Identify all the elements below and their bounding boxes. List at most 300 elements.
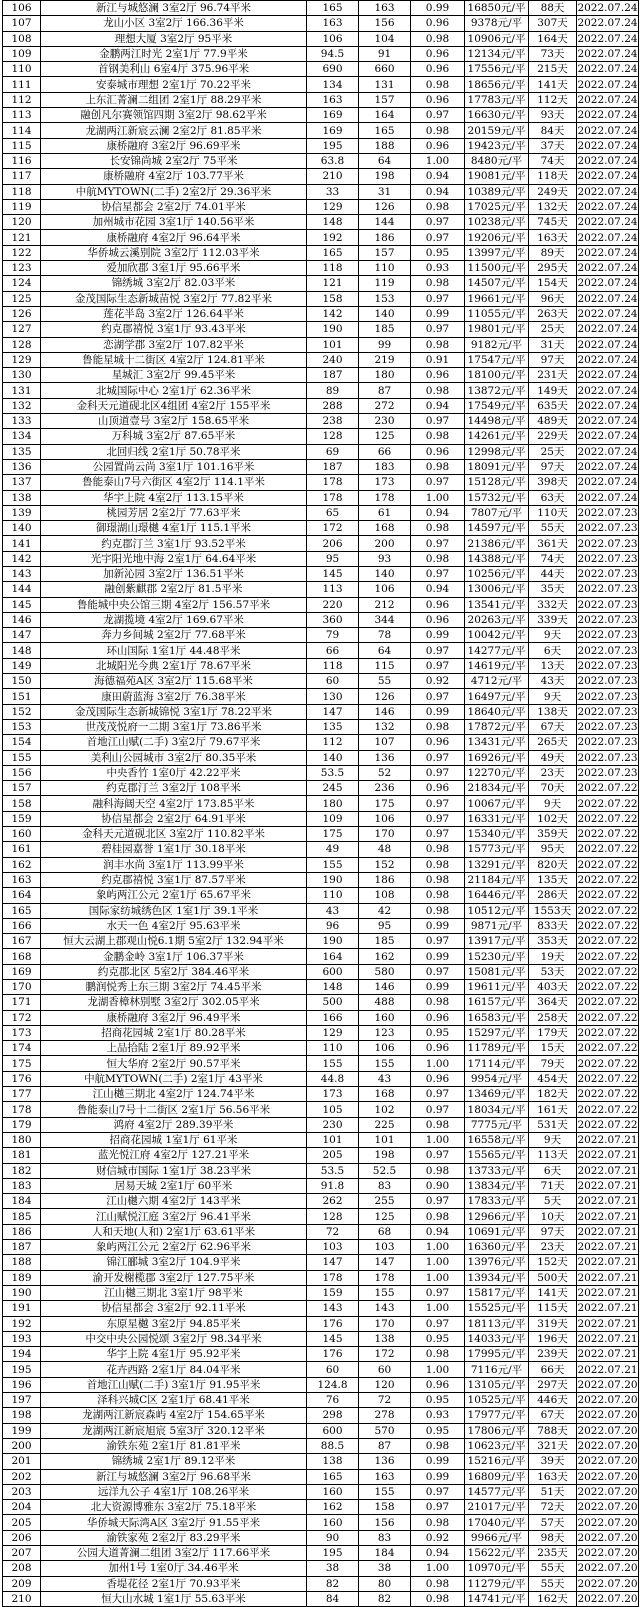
cell-listing-name: 江山樾三期北 3室1厅 98平米 <box>41 1285 307 1300</box>
cell-price-ratio: 0.99 <box>411 980 465 995</box>
table-row <box>3 46 639 61</box>
table-row <box>3 1500 639 1515</box>
cell-unit-price: 17114元/平 <box>465 1056 529 1071</box>
cell-price-ratio: 0.98 <box>411 551 465 566</box>
cell-list-price: 176 <box>307 1347 359 1362</box>
cell-row-index: 196 <box>3 1377 41 1392</box>
cell-deal-date: 2022.07.22 <box>577 1011 638 1024</box>
table-row <box>3 276 639 291</box>
cell-deal-price: 115 <box>359 658 411 673</box>
cell-deal-date: 2022.07.24 <box>577 246 638 259</box>
cell-price-ratio: 0.98 <box>411 1117 465 1132</box>
cell-days-on-market: 84天 <box>529 123 577 138</box>
cell-listing-name: 龙湖两江新宸森屿 4室2厅 154.65平米 <box>41 1408 307 1423</box>
cell-days-on-market: 35天 <box>529 582 577 597</box>
cell-row-index: 114 <box>3 123 41 138</box>
cell-days-on-market: 265天 <box>529 735 577 750</box>
cell-row-index: 148 <box>3 643 41 658</box>
cell-deal-price: 78 <box>359 628 411 643</box>
cell-row-index: 199 <box>3 1423 41 1438</box>
cell-row-index: 131 <box>3 383 41 398</box>
cell-deal-date: 2022.07.22 <box>577 1072 638 1085</box>
cell-unit-price: 7807元/平 <box>465 505 529 520</box>
cell-deal-date: 2022.07.22 <box>577 858 638 871</box>
cell-price-ratio: 0.97 <box>411 108 465 123</box>
cell-listing-name: 恒大华府 2室2厅 90.57平米 <box>41 1056 307 1071</box>
cell-price-ratio: 0.97 <box>411 1484 465 1499</box>
cell-row-index: 193 <box>3 1331 41 1346</box>
cell-listing-name: 上品拾陆 2室1厅 89.92平米 <box>41 1041 307 1056</box>
cell-deal-price: 101 <box>359 1132 411 1147</box>
table-row <box>3 1163 639 1178</box>
cell-listing-name: 约克郡汀兰 3室1厅 93.52平米 <box>41 536 307 551</box>
cell-days-on-market: 112天 <box>529 92 577 107</box>
cell-price-ratio: 0.92 <box>411 1530 465 1545</box>
cell-list-price: 143 <box>307 1301 359 1316</box>
cell-unit-price: 17872元/平 <box>465 719 529 734</box>
cell-price-ratio: 0.95 <box>411 1331 465 1346</box>
cell-row-index: 187 <box>3 1240 41 1255</box>
cell-unit-price: 9378元/平 <box>465 16 529 31</box>
cell-row-index: 109 <box>3 46 41 61</box>
cell-row-index: 192 <box>3 1316 41 1331</box>
cell-days-on-market: 215天 <box>529 62 577 77</box>
cell-row-index: 140 <box>3 521 41 536</box>
cell-deal-date: 2022.07.21 <box>577 1210 638 1223</box>
cell-days-on-market: 6天 <box>529 1163 577 1178</box>
cell-price-ratio: 0.96 <box>411 612 465 627</box>
cell-row-index: 152 <box>3 704 41 719</box>
table-row <box>3 92 639 107</box>
cell-days-on-market: 182天 <box>529 1087 577 1102</box>
cell-price-ratio: 0.98 <box>411 1515 465 1530</box>
cell-days-on-market: 297天 <box>529 1377 577 1392</box>
cell-unit-price: 17025元/平 <box>465 199 529 214</box>
cell-days-on-market: 745天 <box>529 215 577 230</box>
cell-days-on-market: 263天 <box>529 306 577 321</box>
cell-list-price: 180 <box>307 796 359 811</box>
cell-deal-price: 93 <box>359 551 411 566</box>
cell-list-price: 44.8 <box>307 1071 359 1086</box>
cell-days-on-market: 286天 <box>529 888 577 903</box>
table-row <box>3 1438 639 1453</box>
cell-listing-name: 加新沁园 3室2厅 136.51平米 <box>41 566 307 581</box>
cell-list-price: 130 <box>307 689 359 704</box>
cell-price-ratio: 0.97 <box>411 796 465 811</box>
cell-price-ratio: 0.98 <box>411 199 465 214</box>
cell-unit-price: 11500元/平 <box>465 261 529 276</box>
table-row <box>3 1102 639 1117</box>
cell-price-ratio: 0.97 <box>411 1316 465 1331</box>
table-row <box>3 429 639 444</box>
cell-days-on-market: 15天 <box>529 1041 577 1056</box>
table-row <box>3 1591 639 1606</box>
cell-deal-price: 184 <box>359 1545 411 1560</box>
cell-row-index: 179 <box>3 1117 41 1132</box>
cell-list-price: 118 <box>307 658 359 673</box>
cell-row-index: 139 <box>3 505 41 520</box>
cell-price-ratio: 0.98 <box>411 872 465 887</box>
cell-listing-name: 华侨城云溪别院 3室2厅 112.03平米 <box>41 245 307 260</box>
cell-listing-name: 江山赋悦江庭 3室2厅 96.41平米 <box>41 1209 307 1224</box>
cell-unit-price: 11055元/平 <box>465 306 529 321</box>
cell-deal-price: 91 <box>359 46 411 61</box>
cell-row-index: 161 <box>3 842 41 857</box>
cell-row-index: 136 <box>3 459 41 474</box>
cell-list-price: 110 <box>307 1041 359 1056</box>
cell-listing-name: 莲花半岛 3室2厅 126.64平米 <box>41 306 307 321</box>
cell-deal-price: 83 <box>359 1178 411 1193</box>
cell-listing-name: 碧桂园嘉誉 1室1厅 30.18平米 <box>41 842 307 857</box>
cell-deal-price: 178 <box>359 1270 411 1285</box>
cell-deal-date: 2022.07.22 <box>577 797 638 810</box>
cell-price-ratio: 0.96 <box>411 92 465 107</box>
cell-unit-price: 12270元/平 <box>465 765 529 780</box>
cell-unit-price: 17977元/平 <box>465 1408 529 1423</box>
cell-unit-price: 9954元/平 <box>465 1071 529 1086</box>
table-row <box>3 1178 639 1193</box>
cell-deal-date: 2022.07.21 <box>577 1332 638 1345</box>
cell-deal-date: 2022.07.23 <box>577 614 638 627</box>
cell-row-index: 166 <box>3 918 41 933</box>
cell-days-on-market: 163天 <box>529 1469 577 1484</box>
cell-list-price: 91.8 <box>307 1178 359 1193</box>
cell-list-price: 238 <box>307 414 359 429</box>
cell-days-on-market: 96天 <box>529 291 577 306</box>
cell-deal-date: 2022.07.21 <box>577 1195 638 1208</box>
table-row <box>3 1576 639 1591</box>
cell-price-ratio: 0.97 <box>411 1148 465 1163</box>
table-row <box>3 1561 639 1576</box>
cell-price-ratio: 0.97 <box>411 811 465 826</box>
cell-list-price: 169 <box>307 123 359 138</box>
cell-price-ratio: 0.94 <box>411 582 465 597</box>
cell-deal-price: 198 <box>359 169 411 184</box>
cell-list-price: 245 <box>307 781 359 796</box>
table-row <box>3 1025 639 1040</box>
cell-price-ratio: 0.93 <box>411 261 465 276</box>
cell-list-price: 106 <box>307 31 359 46</box>
cell-price-ratio: 0.96 <box>411 16 465 31</box>
cell-listing-name: 约克郡北区 5室2厅 384.46平米 <box>41 964 307 979</box>
cell-row-index: 173 <box>3 1025 41 1040</box>
table-row <box>3 658 639 673</box>
cell-days-on-market: 489天 <box>529 414 577 429</box>
cell-list-price: 96 <box>307 918 359 933</box>
cell-row-index: 183 <box>3 1178 41 1193</box>
table-row <box>3 1285 639 1300</box>
cell-deal-price: 158 <box>359 1500 411 1515</box>
cell-listing-name: 万科城 3室2厅 87.65平米 <box>41 429 307 444</box>
cell-price-ratio: 0.98 <box>411 719 465 734</box>
cell-listing-name: 龙湖香樟林别墅 3室2厅 302.05平米 <box>41 995 307 1010</box>
cell-listing-name: 象屿两江公元 2室1厅 65.67平米 <box>41 888 307 903</box>
cell-deal-price: 185 <box>359 934 411 949</box>
cell-deal-date: 2022.07.21 <box>577 1149 638 1162</box>
cell-listing-name: 北回归线 2室1厅 50.78平米 <box>41 444 307 459</box>
cell-days-on-market: 10天 <box>529 1209 577 1224</box>
cell-deal-date: 2022.07.22 <box>577 935 638 948</box>
table-row <box>3 674 639 689</box>
cell-deal-price: 272 <box>359 398 411 413</box>
cell-list-price: 109 <box>307 811 359 826</box>
cell-price-ratio: 0.98 <box>411 337 465 352</box>
cell-row-index: 117 <box>3 169 41 184</box>
cell-list-price: 121 <box>307 276 359 291</box>
cell-unit-price: 18656元/平 <box>465 77 529 92</box>
cell-unit-price: 15081元/平 <box>465 964 529 979</box>
table-row <box>3 16 639 31</box>
cell-unit-price: 13431元/平 <box>465 735 529 750</box>
cell-row-index: 112 <box>3 92 41 107</box>
cell-row-index: 204 <box>3 1500 41 1515</box>
cell-deal-price: 163 <box>359 1 411 16</box>
cell-days-on-market: 398天 <box>529 475 577 490</box>
cell-price-ratio: 0.97 <box>411 765 465 780</box>
cell-unit-price: 13917元/平 <box>465 934 529 949</box>
cell-deal-price: 660 <box>359 62 411 77</box>
cell-price-ratio: 1.00 <box>411 1255 465 1270</box>
cell-unit-price: 19423元/平 <box>465 138 529 153</box>
cell-deal-price: 126 <box>359 199 411 214</box>
cell-listing-name: 新江与城悠澜 3室2厅 96.68平米 <box>41 1469 307 1484</box>
cell-listing-name: 华宇上院 4室2厅 113.15平米 <box>41 490 307 505</box>
cell-listing-name: 康桥融府 4室2厅 96.64平米 <box>41 230 307 245</box>
cell-listing-name: 鲁能泰山7号十二街区 2室1厅 56.56平米 <box>41 1102 307 1117</box>
cell-listing-name: 金科天元道砚北区4组团 4室2厅 155平米 <box>41 398 307 413</box>
cell-row-index: 130 <box>3 368 41 383</box>
cell-days-on-market: 71天 <box>529 1178 577 1193</box>
table-row <box>3 1515 639 1530</box>
cell-listing-name: 金茂国际生态新城锦悦 3室1厅 78.22平米 <box>41 704 307 719</box>
cell-row-index: 182 <box>3 1163 41 1178</box>
cell-unit-price: 16446元/平 <box>465 888 529 903</box>
cell-listing-name: 鲁能泰山7号六街区 4室2厅 114.1平米 <box>41 475 307 490</box>
cell-list-price: 147 <box>307 1255 359 1270</box>
cell-row-index: 146 <box>3 612 41 627</box>
cell-days-on-market: 115天 <box>529 1301 577 1316</box>
cell-listing-name: 星城汇 3室2厅 99.45平米 <box>41 368 307 383</box>
cell-list-price: 500 <box>307 995 359 1010</box>
cell-row-index: 159 <box>3 811 41 826</box>
cell-deal-price: 212 <box>359 597 411 612</box>
cell-list-price: 94.5 <box>307 46 359 61</box>
cell-listing-name: 润丰水尚 3室1厅 113.99平米 <box>41 857 307 872</box>
cell-deal-date: 2022.07.21 <box>577 1256 638 1269</box>
table-row <box>3 689 639 704</box>
cell-deal-date: 2022.07.22 <box>577 981 638 994</box>
table-row <box>3 1301 639 1316</box>
cell-price-ratio: 0.94 <box>411 1545 465 1560</box>
cell-days-on-market: 74天 <box>529 551 577 566</box>
cell-price-ratio: 0.96 <box>411 735 465 750</box>
cell-days-on-market: 23天 <box>529 1240 577 1255</box>
cell-deal-date: 2022.07.22 <box>577 919 638 932</box>
cell-deal-price: 168 <box>359 1087 411 1102</box>
cell-deal-date: 2022.07.24 <box>577 231 638 244</box>
table-row <box>3 1240 639 1255</box>
cell-price-ratio: 0.96 <box>411 1041 465 1056</box>
cell-list-price: 190 <box>307 934 359 949</box>
cell-days-on-market: 149天 <box>529 383 577 398</box>
cell-deal-price: 143 <box>359 1301 411 1316</box>
table-row <box>3 505 639 520</box>
cell-deal-date: 2022.07.22 <box>577 828 638 841</box>
cell-row-index: 111 <box>3 77 41 92</box>
table-row <box>3 169 639 184</box>
cell-unit-price: 16809元/平 <box>465 1469 529 1484</box>
cell-list-price: 140 <box>307 750 359 765</box>
cell-unit-price: 17833元/平 <box>465 1194 529 1209</box>
cell-deal-date: 2022.07.24 <box>577 415 638 428</box>
cell-listing-name: 光宇阳光地中海 2室1厅 64.64平米 <box>41 551 307 566</box>
cell-deal-price: 152 <box>359 857 411 872</box>
cell-deal-date: 2022.07.22 <box>577 782 638 795</box>
cell-listing-name: 渝开发榭榄郡 3室2厅 127.75平米 <box>41 1270 307 1285</box>
cell-unit-price: 15340元/平 <box>465 827 529 842</box>
cell-list-price: 187 <box>307 459 359 474</box>
cell-days-on-market: 231天 <box>529 368 577 383</box>
cell-unit-price: 16157元/平 <box>465 995 529 1010</box>
cell-deal-date: 2022.07.24 <box>577 139 638 152</box>
cell-list-price: 163 <box>307 16 359 31</box>
cell-row-index: 106 <box>3 1 41 16</box>
cell-unit-price: 20263元/平 <box>465 612 529 627</box>
table-row <box>3 1010 639 1025</box>
cell-deal-date: 2022.07.20 <box>577 1501 638 1514</box>
cell-unit-price: 13997元/平 <box>465 245 529 260</box>
cell-days-on-market: 339天 <box>529 612 577 627</box>
table-body <box>3 1 639 1607</box>
cell-list-price: 164 <box>307 949 359 964</box>
cell-listing-name: 国际家纺城绣色区 1室1厅 39.1平米 <box>41 903 307 918</box>
cell-price-ratio: 0.99 <box>411 306 465 321</box>
cell-deal-price: 95 <box>359 918 411 933</box>
cell-row-index: 125 <box>3 291 41 306</box>
cell-days-on-market: 9天 <box>529 628 577 643</box>
cell-unit-price: 10067元/平 <box>465 796 529 811</box>
listing-table <box>2 0 639 1607</box>
cell-row-index: 201 <box>3 1454 41 1469</box>
cell-deal-price: 186 <box>359 230 411 245</box>
cell-price-ratio: 0.97 <box>411 1087 465 1102</box>
cell-deal-price: 488 <box>359 995 411 1010</box>
table-row <box>3 1117 639 1132</box>
table-row <box>3 153 639 168</box>
cell-deal-date: 2022.07.20 <box>577 1485 638 1498</box>
cell-listing-name: 海德福苑A区 3室2厅 115.68平米 <box>41 674 307 689</box>
table-row <box>3 750 639 765</box>
cell-deal-price: 175 <box>359 796 411 811</box>
cell-price-ratio: 1.00 <box>411 1132 465 1147</box>
cell-deal-price: 198 <box>359 1148 411 1163</box>
cell-row-index: 129 <box>3 352 41 367</box>
table-row <box>3 459 639 474</box>
cell-deal-price: 170 <box>359 1316 411 1331</box>
cell-unit-price: 13006元/平 <box>465 582 529 597</box>
cell-price-ratio: 0.96 <box>411 597 465 612</box>
cell-unit-price: 14507元/平 <box>465 276 529 291</box>
cell-row-index: 171 <box>3 995 41 1010</box>
cell-price-ratio: 0.98 <box>411 429 465 444</box>
cell-days-on-market: 49天 <box>529 750 577 765</box>
cell-list-price: 138 <box>307 1454 359 1469</box>
cell-unit-price: 13105元/平 <box>465 1377 529 1392</box>
cell-deal-price: 580 <box>359 964 411 979</box>
cell-listing-name: 居易天城 2室1厅 60平米 <box>41 1178 307 1193</box>
cell-list-price: 159 <box>307 1285 359 1300</box>
cell-unit-price: 12966元/平 <box>465 1209 529 1224</box>
cell-unit-price: 17806元/平 <box>465 1423 529 1438</box>
cell-listing-name: 约克郡禧悦 3室1厅 93.43平米 <box>41 322 307 337</box>
table-row <box>3 414 639 429</box>
cell-unit-price: 16583元/平 <box>465 1010 529 1025</box>
cell-row-index: 177 <box>3 1087 41 1102</box>
cell-unit-price: 14033元/平 <box>465 1331 529 1346</box>
cell-row-index: 155 <box>3 750 41 765</box>
cell-list-price: 600 <box>307 964 359 979</box>
cell-price-ratio: 0.98 <box>411 123 465 138</box>
cell-deal-price: 38 <box>359 1561 411 1576</box>
cell-row-index: 143 <box>3 566 41 581</box>
cell-deal-price: 164 <box>359 108 411 123</box>
cell-deal-date: 2022.07.23 <box>577 690 638 703</box>
cell-days-on-market: 500天 <box>529 1270 577 1285</box>
cell-row-index: 189 <box>3 1270 41 1285</box>
cell-deal-price: 183 <box>359 459 411 474</box>
cell-unit-price: 13291元/平 <box>465 857 529 872</box>
cell-unit-price: 9966元/平 <box>465 1530 529 1545</box>
cell-list-price: 190 <box>307 322 359 337</box>
table-row <box>3 1393 639 1408</box>
cell-deal-date: 2022.07.24 <box>577 369 638 382</box>
table-row <box>3 980 639 995</box>
cell-list-price: 690 <box>307 62 359 77</box>
cell-row-index: 174 <box>3 1041 41 1056</box>
cell-unit-price: 16558元/平 <box>465 1132 529 1147</box>
cell-deal-price: 172 <box>359 1347 411 1362</box>
cell-list-price: 129 <box>307 1025 359 1040</box>
cell-deal-price: 31 <box>359 184 411 199</box>
cell-row-index: 118 <box>3 184 41 199</box>
cell-listing-name: 长安锦尚城 2室2厅 75平米 <box>41 153 307 168</box>
cell-row-index: 184 <box>3 1194 41 1209</box>
cell-deal-price: 173 <box>359 475 411 490</box>
cell-list-price: 165 <box>307 1 359 16</box>
cell-price-ratio: 0.96 <box>411 781 465 796</box>
cell-days-on-market: 93天 <box>529 108 577 123</box>
cell-row-index: 209 <box>3 1576 41 1591</box>
cell-price-ratio: 0.98 <box>411 31 465 46</box>
cell-row-index: 107 <box>3 16 41 31</box>
cell-days-on-market: 364天 <box>529 995 577 1010</box>
cell-row-index: 120 <box>3 215 41 230</box>
cell-days-on-market: 79天 <box>529 1056 577 1071</box>
cell-unit-price: 16926元/平 <box>465 750 529 765</box>
cell-deal-date: 2022.07.23 <box>577 552 638 565</box>
cell-deal-price: 155 <box>359 1285 411 1300</box>
cell-deal-price: 126 <box>359 689 411 704</box>
cell-deal-date: 2022.07.24 <box>577 201 638 213</box>
cell-deal-date: 2022.07.20 <box>577 1470 638 1483</box>
cell-price-ratio: 0.98 <box>411 383 465 398</box>
cell-list-price: 195 <box>307 138 359 153</box>
cell-deal-date: 2022.07.21 <box>577 1180 638 1192</box>
cell-price-ratio: 0.95 <box>411 1423 465 1438</box>
cell-row-index: 200 <box>3 1438 41 1453</box>
cell-row-index: 115 <box>3 138 41 153</box>
cell-deal-price: 170 <box>359 827 411 842</box>
